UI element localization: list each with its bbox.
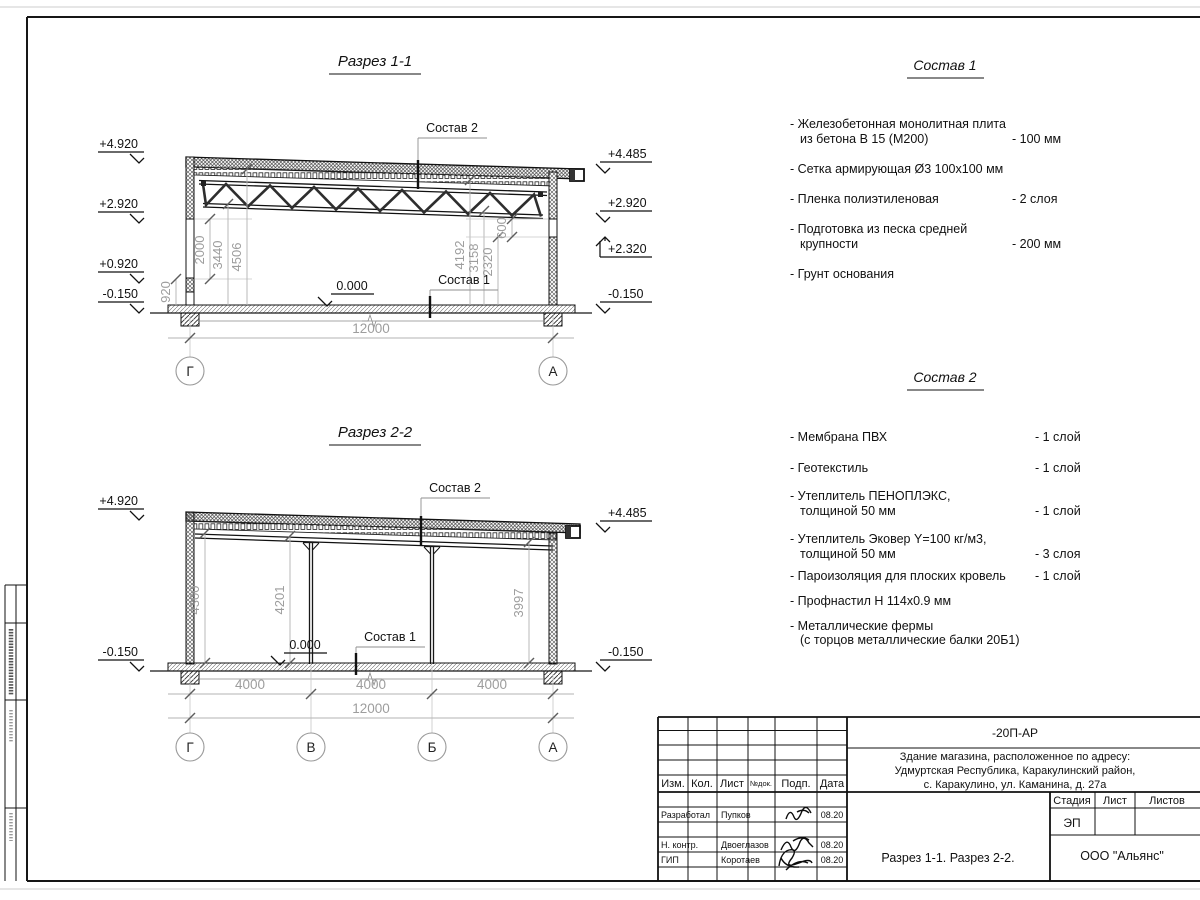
- sostav2-callout: Состав 2: [429, 481, 481, 495]
- list-item: - Металлические фермы: [790, 619, 934, 633]
- col-header-kol: Кол.: [691, 778, 713, 790]
- axis-letter: В: [306, 740, 316, 755]
- sheets-header: Листов: [1149, 795, 1185, 807]
- date-label: 08.20: [820, 810, 844, 820]
- stage-value: ЭП: [1063, 816, 1081, 830]
- column-axis-b: [424, 547, 440, 665]
- elevation-label: +2.320: [608, 242, 647, 256]
- section-2-2: [98, 424, 652, 761]
- list-item-value: - 3 слоя: [1035, 547, 1081, 561]
- axis-letter: Г: [186, 364, 194, 379]
- elevation-marks-right-1-1: [596, 147, 652, 313]
- name-label: Коротаев: [721, 855, 760, 865]
- list-item: - Утеплитель Эковер Y=100 кг/м3,: [790, 532, 987, 546]
- company-name: ООО "Альянс": [1080, 849, 1164, 863]
- title-block: [658, 717, 1200, 881]
- zero-level-label: 0.000: [289, 638, 321, 652]
- elevation-label: +0.920: [99, 257, 138, 271]
- dim-3158: 3158: [466, 243, 481, 273]
- labels-1-1: [318, 121, 498, 318]
- col-header-data: Дата: [819, 778, 845, 790]
- sostav2-callout: Состав 2: [426, 121, 478, 135]
- signature: [786, 807, 811, 819]
- elevation-label: +4.920: [99, 137, 138, 151]
- wall-right-2-2: [549, 533, 557, 664]
- dim-600: 600: [494, 217, 509, 239]
- elevation-label: +4.920: [99, 494, 138, 508]
- list-item-value: - 1 слой: [1035, 569, 1081, 583]
- elevation-label: -0.150: [102, 287, 138, 301]
- axis-letter: А: [548, 364, 558, 379]
- elevation-label: +4.485: [608, 147, 647, 161]
- axis-letter: А: [548, 740, 558, 755]
- elevation-label: +2.920: [99, 197, 138, 211]
- dim-4000: 4000: [476, 677, 508, 692]
- sostav1-callout: Состав 1: [438, 273, 490, 287]
- sostav-2-title: Состав 2: [913, 369, 977, 385]
- bottom-dims-2-2: [168, 666, 574, 761]
- list-item: из бетона В 15 (М200): [800, 132, 929, 146]
- list-item: - Мембрана ПВХ: [790, 430, 888, 444]
- sostav-1-list: [790, 57, 1061, 281]
- dim-3997: 3997: [511, 588, 526, 618]
- axis-letter: Г: [186, 740, 194, 755]
- list-item: толщиной 50 мм: [800, 547, 896, 561]
- date-label: 08.20: [820, 840, 844, 850]
- list-item: (с торцов металлические балки 20Б1): [800, 633, 1020, 647]
- list-item: - Грунт основания: [790, 267, 895, 281]
- col-header-list: Лист: [720, 778, 744, 790]
- role-label: ГИП: [661, 855, 679, 865]
- doc-code: -20П-АР: [992, 726, 1038, 740]
- list-item-value: - 1 слой: [1035, 461, 1081, 475]
- name-label: Двоеглазов: [721, 840, 769, 850]
- bottom-dims-1-1: [168, 316, 574, 385]
- dim-2320: 2320: [480, 247, 495, 277]
- labels-2-2: [271, 481, 490, 675]
- dim-3440: 3440: [210, 240, 225, 270]
- address-line: с. Каракулино, ул. Каманина, д. 27а: [923, 779, 1107, 791]
- dim-total-12000: 12000: [352, 701, 390, 716]
- elevation-label: +4.485: [608, 506, 647, 520]
- dim-920: 920: [158, 281, 173, 303]
- sostav-2-list: [790, 369, 1081, 647]
- elevation-label: +2.920: [608, 196, 647, 210]
- elevation-label: -0.150: [608, 287, 644, 301]
- section-2-2-title: Разрез 2-2: [337, 424, 413, 441]
- section-1-1-title: Разрез 1-1: [337, 53, 413, 70]
- name-label: Пупков: [721, 810, 751, 820]
- wall-right-1-1: [549, 172, 557, 305]
- drawing-title: Разрез 1-1. Разрез 2-2.: [881, 851, 1015, 865]
- list-item-value: - 100 мм: [1012, 132, 1062, 146]
- dim-4201: 4201: [272, 585, 287, 615]
- sostav1-callout: Состав 1: [364, 630, 416, 644]
- list-item-value: - 200 мм: [1012, 237, 1062, 251]
- wall-left-1-1: [186, 157, 194, 305]
- list-item: крупности: [800, 237, 859, 251]
- section-1-1: [98, 53, 652, 385]
- side-stamp-strip: [5, 585, 27, 881]
- list-item: - Утеплитель ПЕНОПЛЭКС,: [790, 489, 951, 503]
- col-header-izm: Изм.: [661, 778, 685, 790]
- list-item-value: - 1 слой: [1035, 504, 1081, 518]
- signature: [781, 838, 813, 851]
- list-item-value: - 1 слой: [1035, 430, 1081, 444]
- dim-4506: 4506: [229, 242, 244, 272]
- dim-4192: 4192: [452, 240, 467, 270]
- role-label: Разработал: [661, 810, 710, 820]
- address-line: Удмуртская Республика, Каракулинский район,: [894, 765, 1136, 777]
- zero-level-label: 0.000: [336, 279, 368, 293]
- role-label: Н. контр.: [661, 840, 699, 850]
- list-item: - Пароизоляция для плоских кровель: [790, 569, 1006, 583]
- col-header-podp: Подп.: [781, 778, 811, 790]
- dim-4300: 4300: [187, 585, 202, 615]
- list-item: - Пленка полиэтиленовая: [790, 192, 939, 206]
- stage-header: Стадия: [1053, 795, 1091, 807]
- dim-4000: 4000: [234, 677, 266, 692]
- sheet-header: Лист: [1103, 795, 1127, 807]
- dim-4000: 4000: [355, 677, 387, 692]
- list-item: толщиной 50 мм: [800, 504, 896, 518]
- elevation-marks-left-1-1: [98, 137, 144, 313]
- elevation-label: -0.150: [102, 645, 138, 659]
- list-item: - Профнастил Н 114х0.9 мм: [790, 594, 952, 608]
- list-item-value: - 2 слоя: [1012, 192, 1058, 206]
- list-item: - Подготовка из песка средней: [790, 222, 968, 236]
- list-item: - Сетка армирующая Ø3 100х100 мм: [790, 162, 1004, 176]
- list-item: - Геотекстиль: [790, 461, 869, 475]
- dim-total-12000: 12000: [352, 321, 390, 336]
- address-line: Здание магазина, расположенное по адресу:: [899, 751, 1131, 763]
- dim-2000: 2000: [192, 235, 207, 265]
- col-header-ndok: №док.: [750, 779, 772, 788]
- date-label: 08.20: [820, 855, 844, 865]
- sostav-1-title: Состав 1: [913, 57, 977, 73]
- steel-truss: [199, 181, 547, 219]
- elevation-label: -0.150: [608, 645, 644, 659]
- axis-letter: Б: [427, 740, 437, 755]
- list-item: - Железобетонная монолитная плита: [790, 117, 1006, 131]
